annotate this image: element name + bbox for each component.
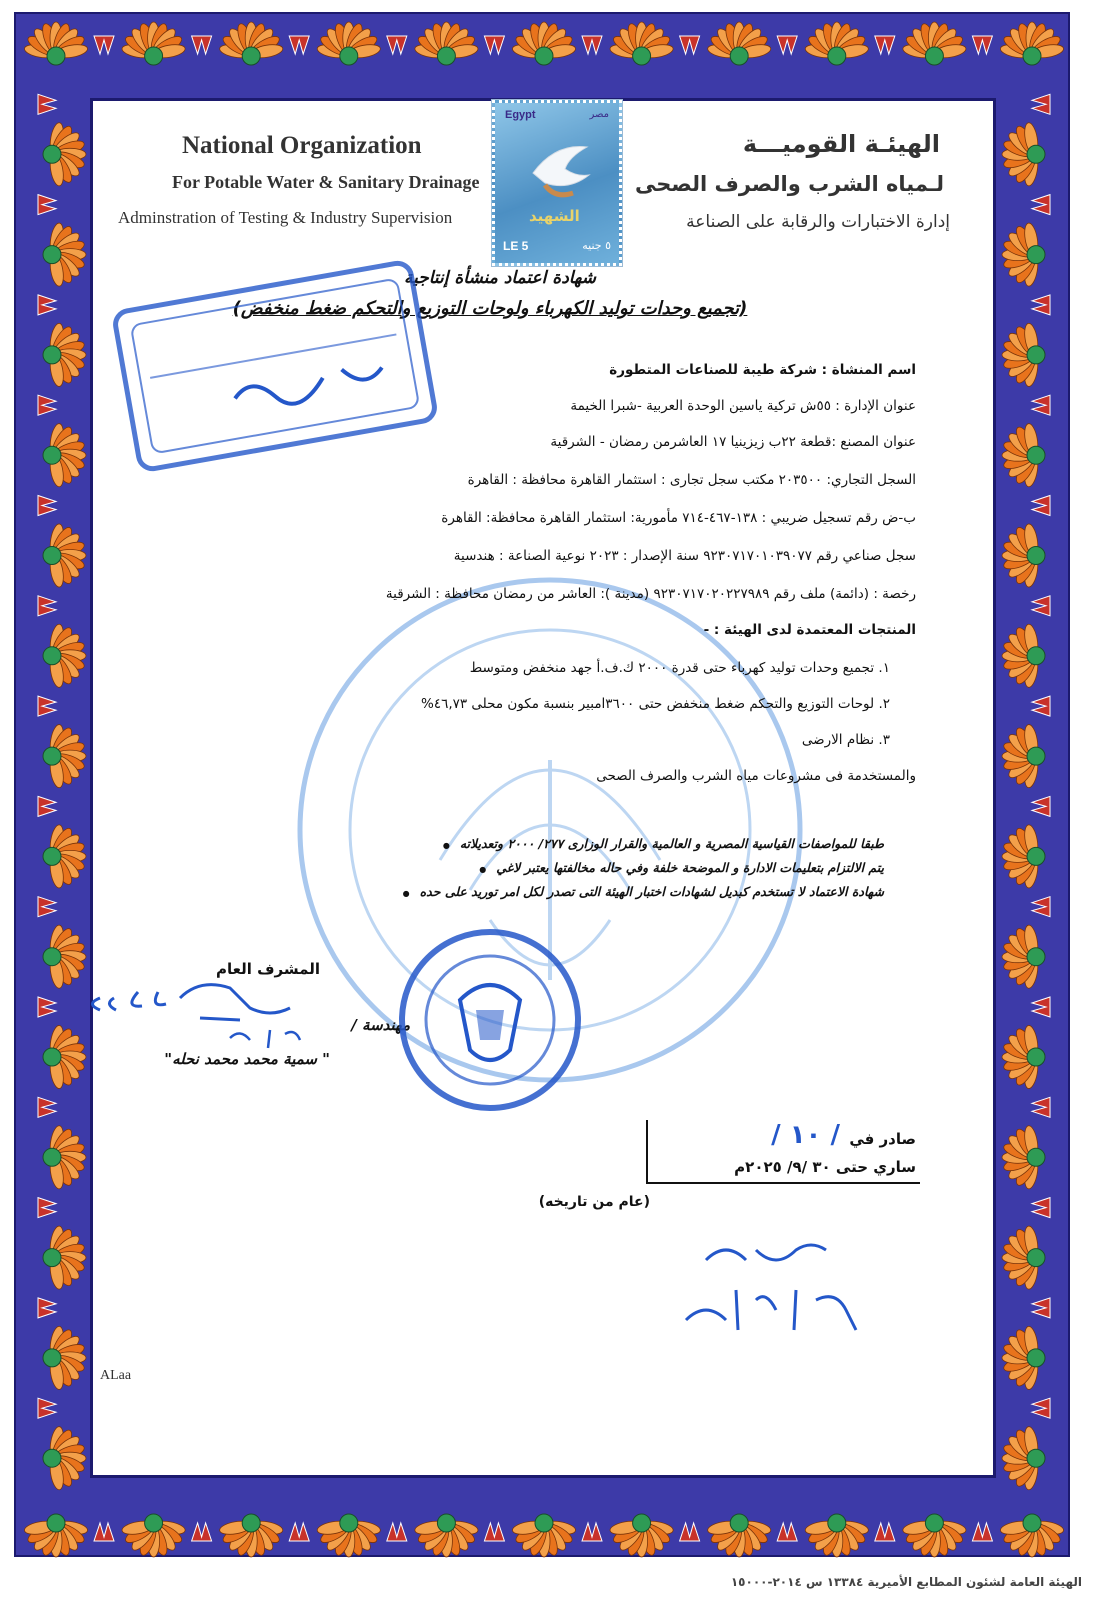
- valid-until: ساري حتى ٣٠ /٩/ ٢٠٢٥م: [734, 1158, 916, 1176]
- lotus-ornament-icon: [1032, 496, 1050, 516]
- fan-ornament-icon: [43, 122, 86, 187]
- certificate-title: شهادة اعتماد منشأة إنتاجية: [403, 268, 597, 288]
- lotus-ornament-icon: [1032, 796, 1050, 816]
- fan-ornament-icon: [43, 1125, 86, 1190]
- lotus-ornament-icon: [1032, 195, 1050, 215]
- stamp-country-en: Egypt: [505, 109, 536, 121]
- lotus-ornament-icon: [38, 195, 56, 215]
- fan-ornament-icon: [1002, 1426, 1045, 1491]
- field-admin-address: عنوان الإدارة : ٥٥ش تركية ياسين الوحدة العربية -شبرا الخيمة: [570, 398, 916, 414]
- fan-ornament-icon: [707, 1514, 772, 1557]
- org-subtitle-ar: لـمياه الشرب والصرف الصحى: [635, 172, 944, 196]
- lotus-ornament-icon: [1032, 94, 1050, 114]
- lotus-ornament-icon: [1032, 395, 1050, 415]
- lotus-ornament-icon: [680, 1523, 700, 1541]
- fan-ornament-icon: [43, 1325, 86, 1390]
- lotus-ornament-icon: [387, 1523, 407, 1541]
- condition-1: طبقا للمواصفات القياسية المصرية و العالمية والقرار الوزارى ٢٧٧/ ٢٠٠٠ وتعديلاته ●: [443, 836, 884, 851]
- lotus-ornament-icon: [680, 36, 700, 54]
- fan-ornament-icon: [43, 1225, 86, 1290]
- fan-ornament-icon: [316, 22, 381, 65]
- fan-ornament-icon: [804, 1514, 869, 1557]
- field-industrial-register: سجل صناعي رقم ٩٢٣٠٧١٧٠١٠٣٩٠٧٧ سنة الإصدار : ٢٠٢٣ نوعية الصناعة : هندسية: [453, 548, 916, 564]
- dove-icon: [525, 133, 595, 203]
- fan-ornament-icon: [43, 523, 86, 588]
- lotus-ornament-icon: [777, 1523, 797, 1541]
- fan-ornament-icon: [43, 824, 86, 889]
- lotus-ornament-icon: [192, 1523, 212, 1541]
- lotus-ornament-icon: [1032, 997, 1050, 1017]
- org-name-en: National Organization: [182, 132, 422, 159]
- fan-ornament-icon: [43, 724, 86, 789]
- fan-ornament-icon: [1002, 724, 1045, 789]
- printer-footer: الهيئة العامة لشئون المطابع الأميرية ١٣٣٨٤ س ٢٠١٤-١٥٠٠٠: [730, 1575, 1082, 1589]
- fan-ornament-icon: [316, 1514, 381, 1557]
- issued-label: صادر في: [849, 1130, 916, 1148]
- field-tax-registration: ب-ض رقم تسجيل ضريبي : ١٣٨-٤٦٧-٧١٤ مأمورية: استثمار القاهرة محافظة: القاهرة: [441, 510, 916, 526]
- fan-ornament-icon: [707, 22, 772, 65]
- field-commercial-register: السجل التجاري: ٢٠٣٥٠٠ مكتب سجل تجارى : استثمار القاهرة محافظة : القاهرة: [467, 472, 916, 488]
- lotus-ornament-icon: [1032, 295, 1050, 315]
- fan-ornament-icon: [511, 1514, 576, 1557]
- stamp-value-en: LE 5: [503, 239, 529, 253]
- stamp-word: الشهيد: [529, 207, 580, 225]
- fan-ornament-icon: [43, 623, 86, 688]
- lotus-ornament-icon: [192, 36, 212, 54]
- fan-ornament-icon: [1002, 1024, 1045, 1089]
- fan-ornament-icon: [1002, 122, 1045, 187]
- fan-ornament-icon: [219, 1514, 284, 1557]
- product-item-3: ٣. نظام الارضى: [801, 732, 890, 748]
- fan-ornament-icon: [1002, 1325, 1045, 1390]
- fan-ornament-icon: [43, 322, 86, 387]
- lotus-ornament-icon: [875, 36, 895, 54]
- lotus-ornament-icon: [484, 1523, 504, 1541]
- admin-name-en: Adminstration of Testing & Industry Supervision: [118, 208, 453, 227]
- lotus-ornament-icon: [1032, 1198, 1050, 1218]
- condition-2: يتم الالتزام بتعليمات الادارة و الموضحة خلفة وفي حاله مخالفتها يعتبر لاغي ●: [479, 860, 884, 875]
- handwritten-reference: [666, 1220, 896, 1350]
- lotus-ornament-icon: [387, 36, 407, 54]
- fan-ornament-icon: [1002, 824, 1045, 889]
- certificate-subtitle: (تجميع وحدات توليد الكهرباء ولوحات التوزيع والتحكم ضغط منخفض): [232, 298, 748, 319]
- lotus-ornament-icon: [1032, 1298, 1050, 1318]
- fan-ornament-icon: [43, 423, 86, 488]
- fan-ornament-icon: [609, 22, 674, 65]
- lotus-ornament-icon: [1032, 596, 1050, 616]
- product-item-1: ١. تجميع وحدات توليد كهرباء حتى قدرة ٢٠٠٠ ك.ف.أ جهد منخفض ومتوسط: [469, 660, 890, 676]
- fan-ornament-icon: [1002, 623, 1045, 688]
- fan-ornament-icon: [902, 22, 967, 65]
- fan-ornament-icon: [511, 22, 576, 65]
- fan-ornament-icon: [902, 1514, 967, 1557]
- fan-ornament-icon: [1002, 322, 1045, 387]
- signatory-name: " سمية محمد محمد نحله": [164, 1050, 330, 1068]
- validity-note: (عام من تاريخه): [538, 1194, 650, 1210]
- lotus-ornament-icon: [38, 596, 56, 616]
- lotus-ornament-icon: [1032, 696, 1050, 716]
- lotus-ornament-icon: [972, 1523, 992, 1541]
- fan-ornament-icon: [43, 222, 86, 287]
- fan-ornament-icon: [804, 22, 869, 65]
- lotus-ornament-icon: [289, 36, 309, 54]
- fan-ornament-icon: [999, 22, 1064, 65]
- lotus-ornament-icon: [777, 36, 797, 54]
- lotus-ornament-icon: [1032, 897, 1050, 917]
- date-box: [646, 1120, 920, 1184]
- lotus-ornament-icon: [38, 94, 56, 114]
- lotus-ornament-icon: [582, 1523, 602, 1541]
- revenue-stamp: [492, 100, 622, 266]
- lotus-ornament-icon: [38, 696, 56, 716]
- signatory-title: مهندسة /: [351, 1016, 410, 1034]
- fan-ornament-icon: [121, 22, 186, 65]
- fan-ornament-icon: [1002, 924, 1045, 989]
- lotus-ornament-icon: [94, 36, 114, 54]
- lotus-ornament-icon: [582, 36, 602, 54]
- condition-3: شهادة الاعتماد لا تستخدم كبديل لشهادات اختبار الهيئة التى تصدر لكل امر توريد على حده ●: [403, 884, 884, 899]
- lotus-ornament-icon: [38, 395, 56, 415]
- fan-ornament-icon: [23, 1514, 88, 1557]
- lotus-ornament-icon: [875, 1523, 895, 1541]
- fan-ornament-icon: [414, 1514, 479, 1557]
- lotus-ornament-icon: [38, 496, 56, 516]
- products-heading: المنتجات المعتمدة لدى الهيئة : -: [703, 622, 916, 638]
- field-factory-address: عنوان المصنع :قطعة ٢٢ب زيزينيا ١٧ العاشرمن رمضان - الشرقية: [550, 434, 916, 450]
- fan-ornament-icon: [219, 22, 284, 65]
- fan-ornament-icon: [1002, 423, 1045, 488]
- handwritten-signature: [80, 968, 370, 1058]
- fan-ornament-icon: [121, 1514, 186, 1557]
- lotus-ornament-icon: [484, 36, 504, 54]
- org-subtitle-en: For Potable Water & Sanitary Drainage: [172, 172, 480, 192]
- lotus-ornament-icon: [289, 1523, 309, 1541]
- lotus-ornament-icon: [38, 1398, 56, 1418]
- lotus-ornament-icon: [38, 1198, 56, 1218]
- fan-ornament-icon: [23, 22, 88, 65]
- lotus-ornament-icon: [38, 997, 56, 1017]
- fan-ornament-icon: [999, 1514, 1064, 1557]
- fan-ornament-icon: [1002, 222, 1045, 287]
- fan-ornament-icon: [1002, 1125, 1045, 1190]
- lotus-ornament-icon: [1032, 1097, 1050, 1117]
- lotus-ornament-icon: [38, 1298, 56, 1318]
- admin-name-ar: إدارة الاختبارات والرقابة على الصناعة: [686, 212, 950, 232]
- official-seal: [390, 920, 590, 1120]
- field-license: رخصة : (دائمة) ملف رقم ٩٢٣٠٧١٧٠٢٠٢٢٧٩٨٩ (مدينة ): العاشر من رمضان محافظة : الشرقية: [385, 586, 916, 602]
- lotus-ornament-icon: [38, 295, 56, 315]
- received-stamp: [110, 246, 440, 486]
- document-body: [90, 100, 970, 1450]
- fan-ornament-icon: [1002, 1225, 1045, 1290]
- corner-note: ALaa: [100, 1368, 132, 1383]
- usage-statement: والمستخدمة فى مشروعات مياه الشرب والصرف الصحى: [596, 768, 916, 784]
- fan-ornament-icon: [1002, 523, 1045, 588]
- field-facility-name: اسم المنشاة : شركة طيبة للصناعات المتطورة: [609, 362, 916, 378]
- lotus-ornament-icon: [38, 1097, 56, 1117]
- lotus-ornament-icon: [38, 796, 56, 816]
- product-item-2: ٢. لوحات التوزيع والتحكم ضغط منخفض حتى ٣٦٠٠امبير بنسبة مكون محلى ٤٦,٧٣%: [421, 696, 890, 712]
- stamp-country-ar: مصر: [589, 109, 609, 120]
- fan-ornament-icon: [414, 22, 479, 65]
- lotus-ornament-icon: [1032, 1398, 1050, 1418]
- lotus-ornament-icon: [38, 897, 56, 917]
- org-name-ar: الهيئـة القوميـــة: [742, 130, 940, 158]
- stamp-value-ar: ٥ جنيه: [582, 239, 611, 252]
- lotus-ornament-icon: [972, 36, 992, 54]
- fan-ornament-icon: [43, 1426, 86, 1491]
- fan-ornament-icon: [609, 1514, 674, 1557]
- lotus-ornament-icon: [94, 1523, 114, 1541]
- signatory-role: المشرف العام: [216, 960, 320, 978]
- issued-date: / ١٠ /: [771, 1120, 840, 1150]
